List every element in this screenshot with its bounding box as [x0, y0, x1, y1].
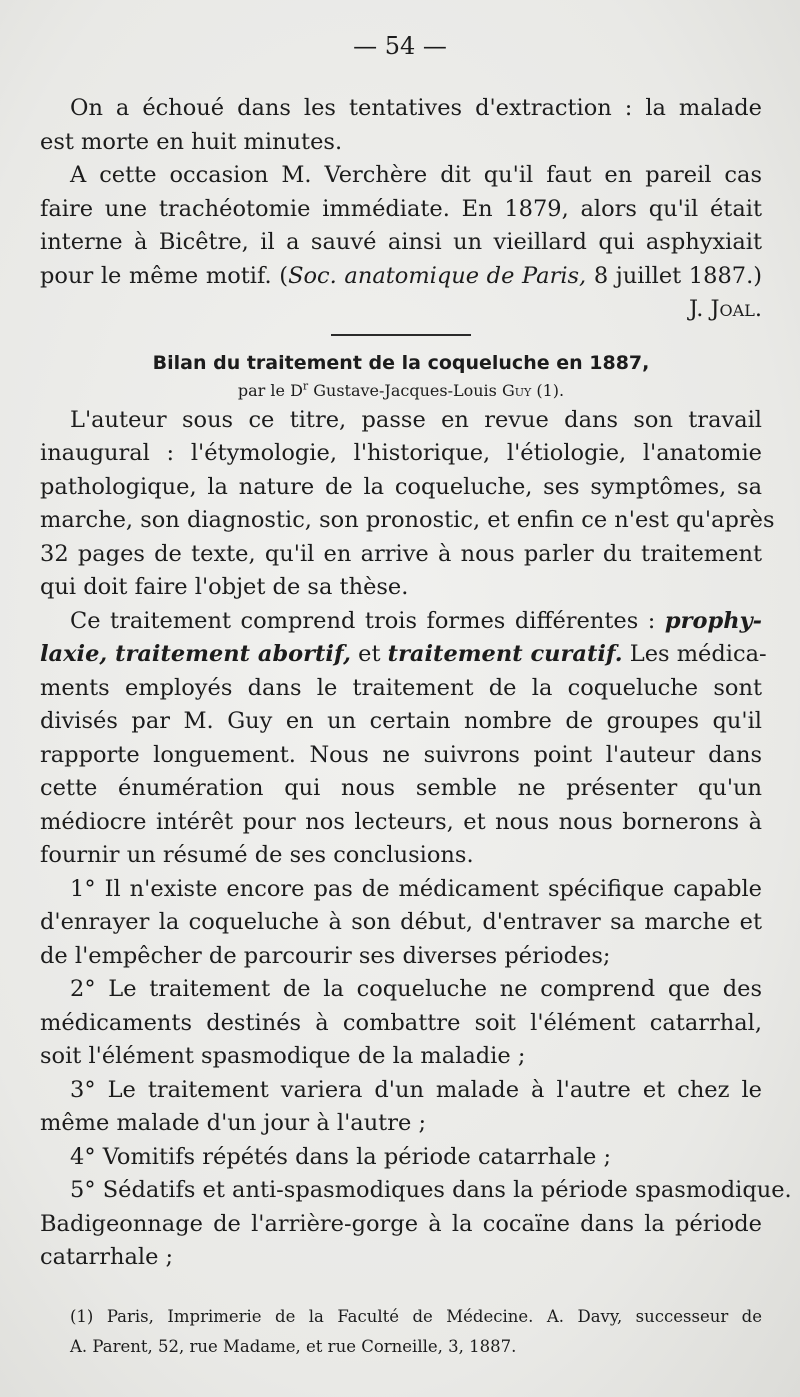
footnote-line: A. Parent, 52, rue Madame, et rue Corneille, 3, 1887.	[70, 1337, 517, 1356]
emphasis-text: traitement curatif.	[387, 641, 623, 667]
text-line: pathologique, la nature de la coqueluche, ses symptômes, sa	[40, 473, 762, 500]
main-text	[40, 92, 792, 1275]
page-number: — 54 —	[353, 32, 447, 60]
footnote	[40, 1302, 762, 1362]
text-line: même malade d'un jour à l'autre ;	[40, 1110, 427, 1136]
footnote-ref: (1).	[531, 380, 565, 400]
text-line: cette énumération qui nous semble ne présenter qu'un	[40, 775, 762, 801]
text-fragment: Les médica-	[622, 641, 767, 667]
text-line: fournir un résumé de ses conclusions.	[40, 842, 474, 868]
author-name: Guy	[501, 380, 532, 400]
text-line: Badigeonnage de l'arrière-gorge à la cocaïne dans la période	[40, 1210, 762, 1237]
text-line: de l'empêcher de parcourir ses diverses périodes;	[40, 942, 611, 969]
byline-text: par le D	[237, 380, 303, 400]
text-line: est morte en huit minutes.	[40, 128, 343, 155]
conclusion-5: 5° Sédatifs et anti-spasmodiques dans la période spasmodique.	[70, 1177, 792, 1203]
text-line: médiocre intérêt pour nos lecteurs, et nous nous bornerons à	[40, 808, 762, 835]
text-line: faire une trachéotomie immédiate. En 1879, alors qu'il était	[40, 195, 762, 222]
journal-citation: Soc. anatomique de Paris,	[288, 262, 587, 289]
text-fragment: Ce traitement comprend trois formes différentes :	[70, 607, 665, 634]
text-line	[40, 638, 767, 672]
footnote-line: (1) Paris, Imprimerie de la Faculté de Médecine. A. Davy, successeur de	[70, 1307, 762, 1326]
byline-text: Gustave-Jacques-Louis	[308, 380, 502, 400]
text-line: A cette occasion M. Verchère dit qu'il faut en pareil cas	[70, 162, 762, 188]
author-signature: J. Joal.	[688, 296, 762, 322]
text-line: catarrhale ;	[40, 1244, 174, 1270]
text-fragment: 8 juillet 1887.)	[586, 262, 762, 289]
conclusion-1: 1° Il n'existe encore pas de médicament spécifique capable	[70, 875, 762, 902]
text-line: rapporte longuement. Nous ne suivrons point l'auteur dans	[40, 741, 762, 768]
article-byline	[40, 378, 762, 404]
text-line	[40, 605, 762, 639]
text-line: L'auteur sous ce titre, passe en revue dans son travail	[70, 406, 762, 433]
emphasis-text: laxie, traitement abortif,	[40, 641, 351, 667]
text-line: interne à Bicêtre, il a sauvé ainsi un vieillard qui asphyxiait	[40, 229, 762, 255]
text-line: ments employés dans le traitement de la coqueluche sont	[40, 674, 762, 701]
text-line	[40, 260, 762, 294]
text-line: marche, son diagnostic, son pronostic, et enfin ce n'est qu'après	[40, 507, 775, 533]
conclusion-4: 4° Vomitifs répétés dans la période catarrhale ;	[70, 1143, 612, 1170]
text-line: On a échoué dans les tentatives d'extraction : la malade	[70, 95, 762, 121]
text-line: soit l'élément spasmodique de la maladie ;	[40, 1043, 526, 1069]
conclusion-2: 2° Le traitement de la coqueluche ne comprend que des	[70, 976, 762, 1002]
text-line: médicaments destinés à combattre soit l'élément catarrhal,	[40, 1009, 762, 1036]
text-fragment: pour le même motif. (	[40, 262, 289, 289]
text-line: inaugural : l'étymologie, l'historique, l'étiologie, l'anatomie	[40, 440, 762, 466]
text-fragment: et	[351, 641, 388, 667]
emphasis-text: prophy-	[664, 607, 762, 634]
article-title: Bilan du traitement de la coqueluche en 1887,	[152, 351, 650, 374]
byline-sup: r	[302, 379, 309, 393]
text-line: qui doit faire l'objet de sa thèse.	[40, 574, 409, 600]
conclusion-3: 3° Le traitement variera d'un malade à l'autre et chez le	[70, 1076, 762, 1103]
text-line: divisés par M. Guy en un certain nombre de groupes qu'il	[40, 708, 762, 734]
section-divider	[331, 334, 471, 336]
text-line: d'enrayer la coqueluche à son début, d'entraver sa marche et	[40, 909, 762, 935]
text-line: 32 pages de texte, qu'il en arrive à nous parler du traitement	[40, 540, 762, 567]
